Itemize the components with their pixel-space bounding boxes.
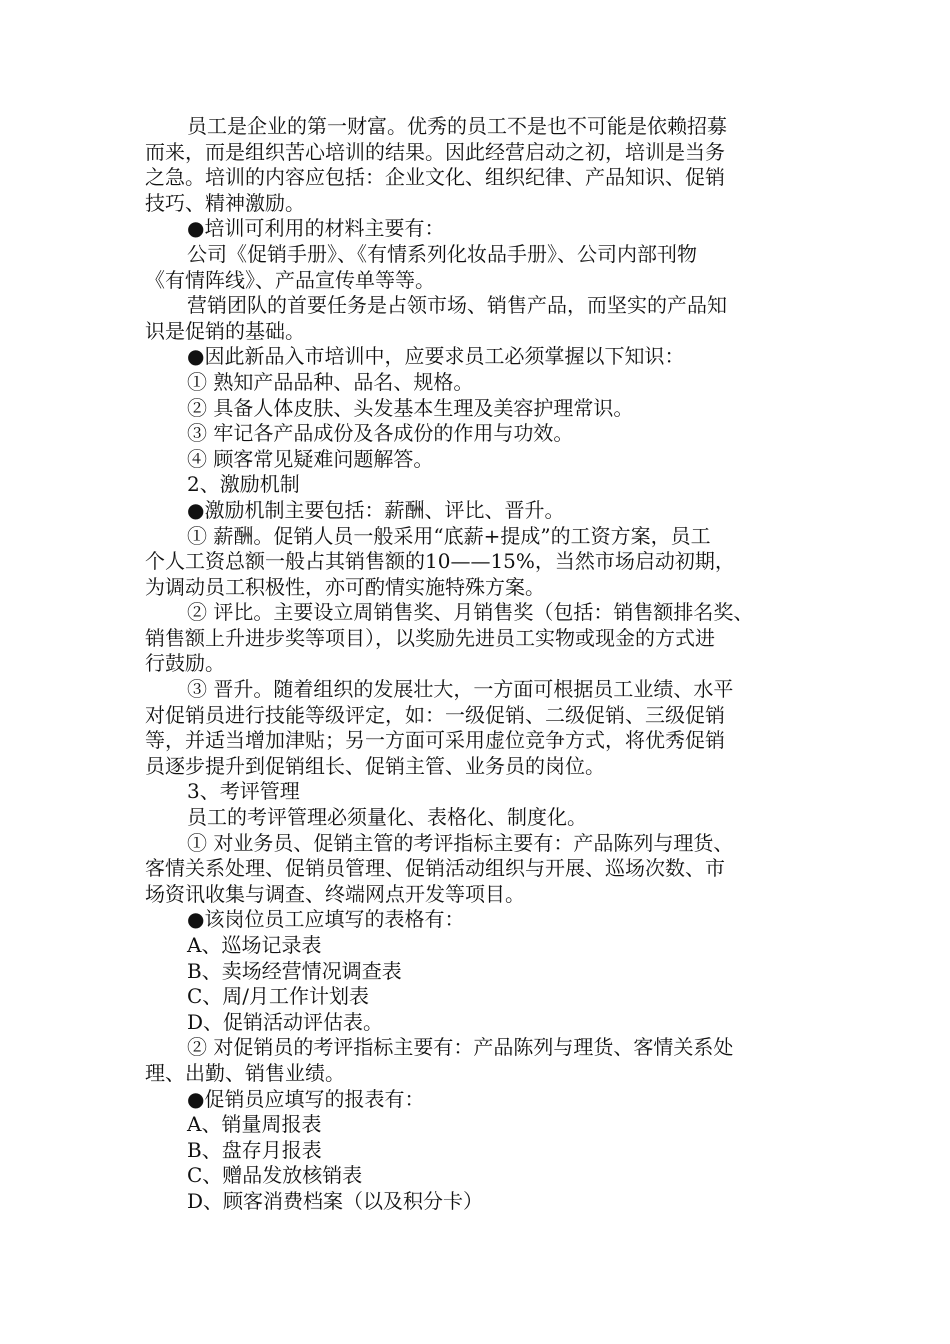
text-line: 2、激励机制 xyxy=(187,472,300,497)
paragraph xyxy=(145,370,815,396)
text-line: 个人工资总额一般占其销售额的10——15%，当然市场启动初期， xyxy=(145,549,735,574)
paragraph xyxy=(145,114,815,216)
paragraph xyxy=(145,344,815,370)
paragraph xyxy=(145,524,815,601)
text-line: ③ 牢记各产品成份及各成份的作用与功效。 xyxy=(187,421,574,446)
paragraph xyxy=(145,805,815,831)
text-line: 之急。培训的内容应包括：企业文化、组织纪律、产品知识、促销 xyxy=(145,165,725,190)
paragraph xyxy=(145,1112,815,1138)
text-line: ●促销员应填写的报表有： xyxy=(187,1086,425,1111)
text-line: 为调动员工积极性，亦可酌情实施特殊方案。 xyxy=(145,574,545,599)
paragraph xyxy=(145,933,815,959)
paragraph xyxy=(145,447,815,473)
text-line: 场资讯收集与调查、终端网点开发等项目。 xyxy=(145,881,525,906)
text-line: B、盘存月报表 xyxy=(187,1137,322,1162)
text-line: 等，并适当增加津贴；另一方面可采用虚位竞争方式，将优秀促销 xyxy=(145,728,725,753)
paragraph xyxy=(145,396,815,422)
text-line: 员逐步提升到促销组长、促销主管、业务员的岗位。 xyxy=(145,753,605,778)
text-line: 销售额上升进步奖等项目），以奖励先进员工实物或现金的方式进 xyxy=(145,625,715,650)
paragraph xyxy=(145,242,815,293)
text-line: 员工是企业的第一财富。优秀的员工不是也不可能是依赖招募 xyxy=(187,114,727,138)
text-line: ① 薪酬。促销人员一般采用“底薪+提成”的工资方案，员工 xyxy=(187,523,711,548)
paragraph xyxy=(145,1189,815,1215)
text-line: ●培训可利用的材料主要有： xyxy=(187,216,445,241)
paragraph xyxy=(145,831,815,908)
paragraph xyxy=(145,1087,815,1113)
document-body xyxy=(145,114,815,1215)
text-line: 理、出勤、销售业绩。 xyxy=(145,1060,345,1085)
text-line: A、巡场记录表 xyxy=(187,933,322,957)
text-line: 3、考评管理 xyxy=(187,779,300,804)
paragraph xyxy=(145,421,815,447)
text-line: ② 评比。主要设立周销售奖、月销售奖（包括：销售额排名奖、 xyxy=(187,600,754,625)
paragraph xyxy=(145,1138,815,1164)
paragraph xyxy=(145,216,815,242)
text-line: ① 对业务员、促销主管的考评指标主要有：产品陈列与理货、 xyxy=(187,830,734,855)
text-line: ●激励机制主要包括：薪酬、评比、晋升。 xyxy=(187,497,565,522)
paragraph xyxy=(145,1035,815,1086)
text-line: 员工的考评管理必须量化、表格化、制度化。 xyxy=(187,805,587,830)
text-line: 公司《促销手册》、《有情系列化妆品手册》、公司内部刊物 xyxy=(187,241,697,266)
text-line: ●该岗位员工应填写的表格有： xyxy=(187,907,465,932)
paragraph xyxy=(145,907,815,933)
paragraph xyxy=(145,984,815,1010)
paragraph xyxy=(145,600,815,677)
text-line: B、卖场经营情况调查表 xyxy=(187,958,402,983)
text-line: C、赠品发放核销表 xyxy=(187,1163,363,1188)
text-line: 识是促销的基础。 xyxy=(145,318,305,343)
paragraph xyxy=(145,293,815,344)
text-line: ② 对促销员的考评指标主要有：产品陈列与理货、客情关系处 xyxy=(187,1035,734,1060)
text-line: 行鼓励。 xyxy=(145,651,225,676)
paragraph xyxy=(145,779,815,805)
text-line: D、顾客消费档案（以及积分卡） xyxy=(187,1188,484,1213)
text-line: ① 熟知产品品种、品名、规格。 xyxy=(187,369,474,394)
paragraph xyxy=(145,1010,815,1036)
paragraph xyxy=(145,959,815,985)
text-line: D、促销活动评估表。 xyxy=(187,1009,384,1034)
text-line: ③ 晋升。随着组织的发展壮大，一方面可根据员工业绩、水平 xyxy=(187,677,734,702)
text-line: 技巧、精神激励。 xyxy=(145,190,305,215)
text-line: ② 具备人体皮肤、头发基本生理及美容护理常识。 xyxy=(187,395,634,420)
paragraph xyxy=(145,498,815,524)
text-line: 而来，而是组织苦心培训的结果。因此经营启动之初，培训是当务 xyxy=(145,139,725,164)
text-line: A、销量周报表 xyxy=(187,1112,322,1137)
text-line: ●因此新品入市培训中，应要求员工必须掌握以下知识： xyxy=(187,344,685,369)
text-line: 对促销员进行技能等级评定，如：一级促销、二级促销、三级促销 xyxy=(145,702,725,727)
text-line: ④ 顾客常见疑难问题解答。 xyxy=(187,446,434,471)
text-line: C、周/月工作计划表 xyxy=(187,984,370,1009)
paragraph xyxy=(145,677,815,779)
text-line: 营销团队的首要任务是占领市场、销售产品，而坚实的产品知 xyxy=(187,293,727,318)
paragraph xyxy=(145,472,815,498)
text-line: 客情关系处理、促销员管理、促销活动组织与开展、巡场次数、市 xyxy=(145,856,725,881)
text-line: 《有情阵线》、产品宣传单等等。 xyxy=(145,267,435,292)
paragraph xyxy=(145,1163,815,1189)
